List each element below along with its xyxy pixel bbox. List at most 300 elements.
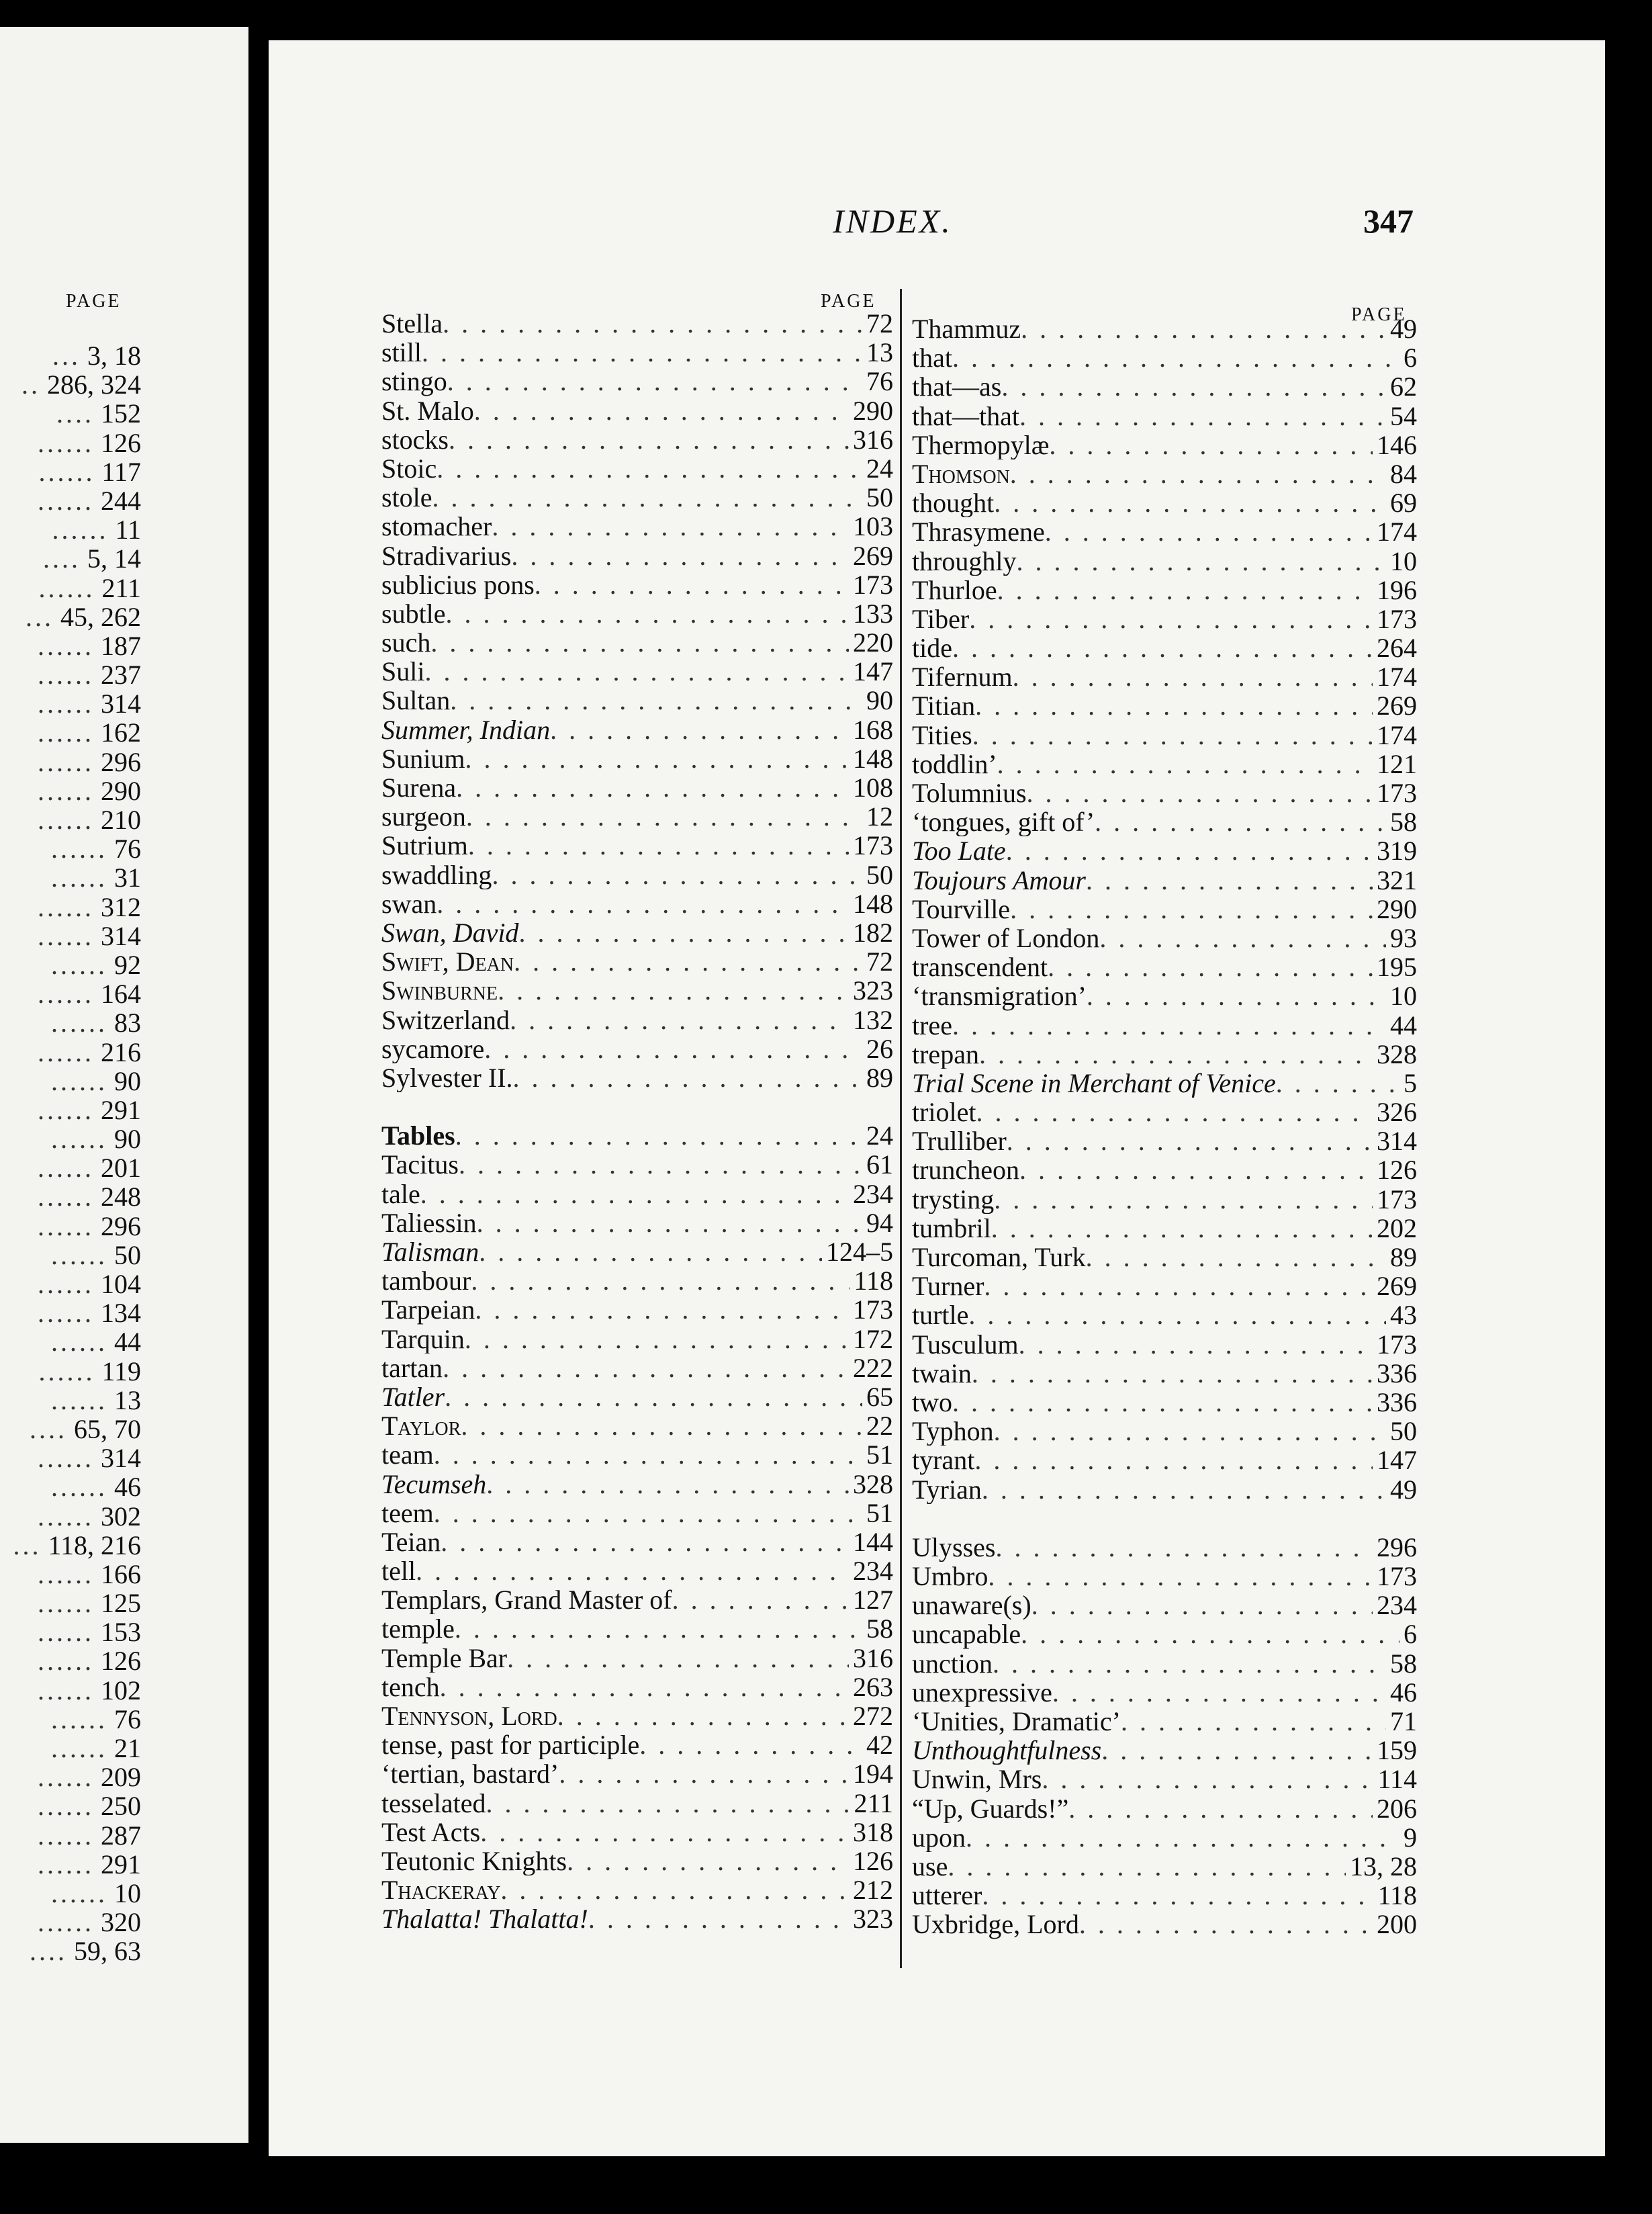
leader-dots <box>479 1237 822 1266</box>
index-page <box>269 40 1605 2156</box>
fragment-leader-dots: ... <box>13 1530 42 1560</box>
page-reference: 121 <box>1377 749 1417 779</box>
fragment-entry <box>0 1357 141 1386</box>
index-entry <box>381 1644 893 1673</box>
page-reference: 212 <box>853 1875 893 1905</box>
leader-dots <box>952 1388 1373 1417</box>
page-reference: 10 <box>1390 981 1417 1011</box>
index-term: ‘Unities, Dramatic’ <box>912 1707 1121 1736</box>
page-reference: 118 <box>1377 1881 1417 1910</box>
index-entry <box>912 1214 1417 1243</box>
fragment-page-reference: 44 <box>107 1327 141 1357</box>
fragment-page-reference: 31 <box>107 863 141 893</box>
fragment-entry <box>0 805 141 834</box>
leader-dots <box>500 1875 849 1904</box>
leader-dots <box>443 1354 849 1382</box>
index-term: tale <box>381 1179 420 1208</box>
page-reference: 174 <box>1377 517 1417 547</box>
fragment-entry <box>0 1270 141 1298</box>
leader-dots <box>437 454 862 483</box>
leader-dots <box>966 1823 1399 1852</box>
leader-dots <box>474 396 849 425</box>
fragment-leader-dots: ...... <box>38 1559 94 1589</box>
leader-dots <box>997 750 1373 779</box>
fragment-leader-dots: ...... <box>38 1182 94 1212</box>
index-entry <box>381 483 893 512</box>
index-entry <box>912 953 1417 981</box>
leader-dots <box>979 1040 1373 1069</box>
page-reference: 146 <box>1377 430 1417 459</box>
index-entry <box>381 1063 893 1092</box>
index-entry <box>912 1591 1417 1620</box>
index-entry <box>912 1765 1417 1794</box>
page-reference: 269 <box>1377 1272 1417 1301</box>
index-term: sublicius pons <box>381 570 535 599</box>
index-entry <box>912 866 1417 895</box>
index-term: trysting <box>912 1184 995 1214</box>
fragment-entry <box>0 979 141 1008</box>
fragment-leader-dots: ...... <box>38 1646 94 1676</box>
fragment-page-reference: 320 <box>94 1908 141 1937</box>
index-term: team <box>381 1440 434 1470</box>
page-reference: 318 <box>853 1817 893 1847</box>
page-reference: 234 <box>853 1556 893 1586</box>
fragment-entry <box>0 515 141 544</box>
index-term: Switzerland <box>381 1005 510 1034</box>
index-term: stocks <box>381 425 449 454</box>
leader-dots <box>1086 1243 1386 1272</box>
index-term: Thomson <box>912 459 1010 489</box>
index-entry <box>912 1359 1417 1388</box>
fragment-page-reference: 211 <box>95 573 141 603</box>
fragment-page-reference: 45, 262 <box>54 602 141 631</box>
index-entry <box>381 1180 893 1208</box>
fragment-leader-dots: ...... <box>38 1763 94 1792</box>
fragment-page-reference: 65, 70 <box>67 1414 141 1444</box>
leader-dots <box>498 976 849 1005</box>
index-term: trepan <box>912 1039 979 1069</box>
page-reference: 323 <box>853 1904 893 1934</box>
fragment-entry <box>0 631 141 660</box>
index-entry <box>912 1098 1417 1126</box>
page-reference: 326 <box>1377 1098 1417 1127</box>
fragment-page-reference: 164 <box>94 979 141 1009</box>
index-entry <box>381 1266 893 1295</box>
fragment-leader-dots: ...... <box>38 1270 94 1299</box>
fragment-leader-dots: ...... <box>38 805 94 835</box>
fragment-entry <box>0 922 141 950</box>
page-reference: 62 <box>1390 372 1417 402</box>
page-reference: 263 <box>853 1672 893 1701</box>
index-entry <box>381 599 893 628</box>
fragment-page-reference: 50 <box>107 1240 141 1270</box>
page-reference: 172 <box>853 1324 893 1354</box>
fragment-entry <box>0 1212 141 1241</box>
page-reference: 296 <box>1377 1532 1417 1562</box>
fragment-leader-dots: ...... <box>38 1675 94 1705</box>
index-entry <box>381 1411 893 1440</box>
fragment-entry <box>0 1386 141 1415</box>
index-term: Sunium <box>381 744 465 773</box>
fragment-entry <box>0 718 141 747</box>
leader-dots <box>994 1417 1386 1446</box>
leader-dots <box>974 1446 1373 1474</box>
index-term: Summer, Indian <box>381 715 551 744</box>
index-term: surgeon <box>381 802 466 832</box>
index-term: Umbro <box>912 1562 989 1591</box>
index-term: Turcoman, Turk <box>912 1243 1086 1272</box>
fragment-entry <box>0 1502 141 1531</box>
page-reference: 26 <box>866 1034 893 1063</box>
fragment-page-reference: 46 <box>107 1472 141 1502</box>
leader-dots <box>443 309 862 338</box>
leader-dots <box>550 715 849 744</box>
fragment-leader-dots: ...... <box>38 979 94 1009</box>
leader-dots <box>588 1904 849 1933</box>
index-entry <box>912 431 1417 459</box>
leader-dots <box>492 512 849 541</box>
leader-dots <box>1001 372 1386 401</box>
page-reference: 173 <box>853 570 893 599</box>
leader-dots <box>455 1614 862 1643</box>
page-reference: 196 <box>1377 575 1417 605</box>
index-term: two <box>912 1387 952 1417</box>
index-entry <box>381 1295 893 1324</box>
page-reference: 174 <box>1377 662 1417 692</box>
fragment-page-reference: 296 <box>94 1211 141 1241</box>
leader-dots <box>420 1180 849 1208</box>
index-term: stingo <box>381 367 447 396</box>
fragment-leader-dots: ...... <box>38 1095 94 1125</box>
index-term: turtle <box>912 1300 969 1330</box>
fragment-leader-dots: ...... <box>38 631 94 661</box>
index-entry <box>912 1011 1417 1040</box>
leader-dots <box>672 1585 849 1614</box>
page-reference: 144 <box>853 1527 893 1557</box>
index-term: sycamore <box>381 1034 485 1063</box>
fragment-entry <box>0 341 141 370</box>
leader-dots <box>976 1098 1373 1126</box>
index-term: unexpressive <box>912 1677 1052 1707</box>
fragment-entry <box>0 1182 141 1211</box>
leader-dots <box>972 1359 1373 1388</box>
index-term: Talisman <box>381 1237 479 1267</box>
index-entry <box>381 1759 893 1788</box>
page-reference: 202 <box>1377 1213 1417 1243</box>
fragment-page-reference: 59, 63 <box>67 1937 141 1966</box>
fragment-leader-dots: ...... <box>38 1356 95 1386</box>
index-term: Stella <box>381 309 443 339</box>
index-entry <box>381 1614 893 1643</box>
page-reference: 50 <box>1390 1417 1417 1446</box>
fragment-entry <box>0 1646 141 1675</box>
page-reference: 133 <box>853 599 893 629</box>
fragment-leader-dots: ...... <box>51 1472 107 1502</box>
index-term: stole <box>381 483 432 513</box>
page-reference: 12 <box>866 802 893 832</box>
leader-dots <box>1276 1069 1399 1098</box>
index-entry <box>381 1875 893 1904</box>
leader-dots <box>535 570 849 599</box>
index-entry <box>912 1475 1417 1504</box>
fragment-entry <box>0 1531 141 1560</box>
page-reference: 316 <box>853 425 893 454</box>
page-reference: 328 <box>1377 1039 1417 1069</box>
index-term: Stoic <box>381 453 437 484</box>
index-entry <box>381 1847 893 1875</box>
fragment-entry <box>0 1067 141 1096</box>
page-reference: 222 <box>853 1353 893 1382</box>
fragment-page-reference: 287 <box>94 1820 141 1850</box>
index-entry <box>912 1678 1417 1707</box>
index-entry <box>381 1354 893 1382</box>
page-reference: 43 <box>1390 1300 1417 1330</box>
fragment-entry <box>0 1705 141 1734</box>
leader-dots <box>450 686 862 715</box>
index-entry <box>381 512 893 541</box>
fragment-entry <box>0 1763 141 1791</box>
fragment-leader-dots: ...... <box>38 1820 94 1850</box>
leader-dots <box>484 1034 862 1063</box>
leader-dots <box>994 1185 1373 1214</box>
leader-dots <box>471 1266 850 1295</box>
index-entry <box>381 744 893 773</box>
index-term: Tatler <box>381 1382 445 1412</box>
fragment-leader-dots: .... <box>30 1414 67 1444</box>
index-entry <box>912 1881 1417 1910</box>
index-entry <box>912 721 1417 750</box>
page-reference: 264 <box>1377 633 1417 663</box>
index-term: Unwin, Mrs <box>912 1765 1042 1794</box>
leader-dots <box>446 599 849 628</box>
index-term: ‘tongues, gift of’ <box>912 807 1095 837</box>
index-entry <box>912 836 1417 865</box>
index-entry <box>381 1034 893 1063</box>
page-reference: 6 <box>1404 343 1417 373</box>
page-reference: 328 <box>853 1469 893 1499</box>
fragment-page-reference: 90 <box>107 1066 141 1096</box>
leader-dots <box>480 1818 849 1847</box>
index-entry <box>912 1069 1417 1098</box>
fragment-entry <box>0 370 141 399</box>
index-term: Tables <box>381 1121 455 1151</box>
index-entry <box>381 947 893 976</box>
page-reference: 316 <box>853 1643 893 1673</box>
page-reference: 319 <box>1377 836 1417 866</box>
index-term: Tower of London <box>912 923 1100 953</box>
page-reference: 173 <box>1377 604 1417 634</box>
column2-page-heading: PAGE <box>1351 304 1407 325</box>
index-entry <box>912 691 1417 720</box>
section-gap <box>912 1504 1417 1533</box>
page-reference: 173 <box>853 831 893 860</box>
leader-dots <box>1099 924 1386 953</box>
index-entry <box>381 715 893 744</box>
index-term: Trulliber <box>912 1126 1007 1156</box>
leader-dots <box>982 1881 1373 1910</box>
fragment-page-reference: 210 <box>94 805 141 835</box>
index-entry <box>381 1325 893 1354</box>
fragment-entry <box>0 1676 141 1705</box>
index-term: Sutrium <box>381 831 468 860</box>
fragment-entry <box>0 748 141 777</box>
index-term: swaddling <box>381 860 492 889</box>
page-reference: 42 <box>866 1730 893 1760</box>
fragment-entry <box>0 1821 141 1850</box>
fragment-page-reference: 125 <box>94 1589 141 1618</box>
fragment-page-reference: 201 <box>94 1153 141 1183</box>
fragment-page-reference: 118, 216 <box>41 1530 141 1560</box>
fragment-page-reference: 152 <box>94 399 141 429</box>
index-entry <box>381 396 893 425</box>
index-entry <box>912 547 1417 576</box>
page-reference: 72 <box>866 309 893 339</box>
fragment-leader-dots: .... <box>43 544 81 574</box>
leader-dots <box>982 1475 1386 1504</box>
leader-dots <box>486 1789 850 1818</box>
index-entry <box>912 633 1417 662</box>
index-term: subtle <box>381 599 446 629</box>
fragment-entry <box>0 1096 141 1124</box>
index-term: Titian <box>912 691 976 721</box>
index-entry <box>381 686 893 715</box>
fragment-leader-dots: ... <box>26 602 54 631</box>
leader-dots <box>477 1208 862 1237</box>
page-reference: 93 <box>1390 923 1417 953</box>
leader-dots <box>972 721 1373 750</box>
index-term: Tifernum <box>912 662 1013 692</box>
index-term: Toujours Amour <box>912 865 1086 895</box>
page-reference: 84 <box>1390 459 1417 489</box>
leader-dots <box>466 802 862 831</box>
fragment-entry <box>0 1298 141 1327</box>
fragment-page-reference: 187 <box>94 631 141 661</box>
page-reference: 336 <box>1377 1358 1417 1388</box>
index-term: still <box>381 338 422 367</box>
page-reference: 195 <box>1377 953 1417 982</box>
index-entry <box>912 488 1417 517</box>
fragment-leader-dots: ...... <box>38 1849 94 1879</box>
leader-dots <box>461 1411 862 1440</box>
index-entry <box>381 860 893 889</box>
page-reference: 10 <box>1390 546 1417 576</box>
page-reference: 290 <box>853 396 893 425</box>
fragment-leader-dots: ...... <box>38 921 94 950</box>
running-head-title: INDEX. <box>833 202 952 240</box>
fragment-leader-dots: ...... <box>38 1211 94 1241</box>
fragment-leader-dots: ...... <box>52 515 109 545</box>
index-term: tench <box>381 1672 440 1701</box>
leader-dots <box>513 1063 862 1092</box>
leader-dots <box>1006 836 1373 865</box>
page-reference: 13, 28 <box>1350 1851 1417 1881</box>
page-reference: 126 <box>853 1846 893 1876</box>
index-entry <box>381 1470 893 1499</box>
fragment-page-reference: 166 <box>94 1559 141 1589</box>
book-gutter <box>248 0 269 2214</box>
leader-dots <box>434 1499 862 1527</box>
page-reference: 173 <box>1377 779 1417 808</box>
leader-dots <box>434 1440 862 1469</box>
page-reference: 336 <box>1377 1387 1417 1417</box>
index-term: Thermopylæ <box>912 430 1050 459</box>
index-term: toddlin’ <box>912 749 997 779</box>
leader-dots <box>422 338 862 367</box>
fragment-entry <box>0 429 141 457</box>
index-term: tumbril <box>912 1213 991 1243</box>
fragment-page-reference: 92 <box>107 950 141 980</box>
leader-dots <box>952 633 1373 662</box>
fragment-leader-dots: ...... <box>38 1908 94 1937</box>
index-entry <box>381 1818 893 1847</box>
fragment-entry <box>0 603 141 631</box>
fragment-page-reference: 126 <box>94 1646 141 1676</box>
index-entry <box>381 1556 893 1585</box>
page-reference: 194 <box>853 1759 893 1789</box>
index-entry <box>381 1237 893 1266</box>
index-term: Tyrian <box>912 1474 982 1504</box>
index-entry <box>912 662 1417 691</box>
leader-dots <box>952 1011 1386 1040</box>
page-reference: 211 <box>854 1788 893 1818</box>
left-page-column-heading: PAGE <box>66 291 122 312</box>
index-term: tense, past for participle <box>381 1730 640 1760</box>
fragment-leader-dots: ...... <box>38 1444 94 1473</box>
fragment-page-reference: 312 <box>94 892 141 922</box>
index-term: Templars, Grand Master of <box>381 1585 672 1615</box>
fragment-page-reference: 76 <box>107 834 141 864</box>
page-reference: 323 <box>853 976 893 1006</box>
index-term: Typhon <box>912 1417 994 1446</box>
leader-dots <box>975 691 1373 720</box>
index-term: Thackeray <box>381 1875 501 1905</box>
page-reference: 89 <box>866 1063 893 1093</box>
index-entry <box>912 1736 1417 1765</box>
page-reference: 126 <box>1377 1155 1417 1185</box>
index-entry <box>381 1904 893 1933</box>
index-term: Test Acts <box>381 1817 481 1847</box>
leader-dots <box>518 918 849 947</box>
leader-dots <box>441 1527 849 1556</box>
page-reference: 76 <box>866 367 893 396</box>
page-reference: 46 <box>1390 1677 1417 1707</box>
leader-dots <box>437 889 849 918</box>
fragment-entry <box>0 1124 141 1153</box>
fragment-entry <box>0 863 141 892</box>
index-term: tyrant <box>912 1446 975 1475</box>
index-entry <box>912 343 1417 372</box>
fragment-leader-dots: ...... <box>51 1066 107 1096</box>
fragment-page-reference: 126 <box>94 428 141 457</box>
index-term: transcendent <box>912 953 1048 982</box>
fragment-leader-dots: ...... <box>51 1008 107 1038</box>
index-term: throughly <box>912 546 1017 576</box>
index-entry <box>381 309 893 338</box>
fragment-leader-dots: ...... <box>38 689 94 719</box>
page-reference: 89 <box>1390 1243 1417 1272</box>
page-reference: 61 <box>866 1150 893 1180</box>
page-reference: 94 <box>866 1208 893 1237</box>
index-term: Sylvester II. <box>381 1063 513 1093</box>
index-term: Tarpeian <box>381 1295 475 1325</box>
index-entry <box>381 1382 893 1411</box>
index-term: uncapable <box>912 1620 1021 1649</box>
page-reference: 147 <box>853 657 893 687</box>
leader-dots <box>997 576 1373 605</box>
leader-dots <box>1021 314 1386 343</box>
leader-dots <box>952 343 1399 372</box>
fragment-leader-dots: ...... <box>51 863 107 893</box>
